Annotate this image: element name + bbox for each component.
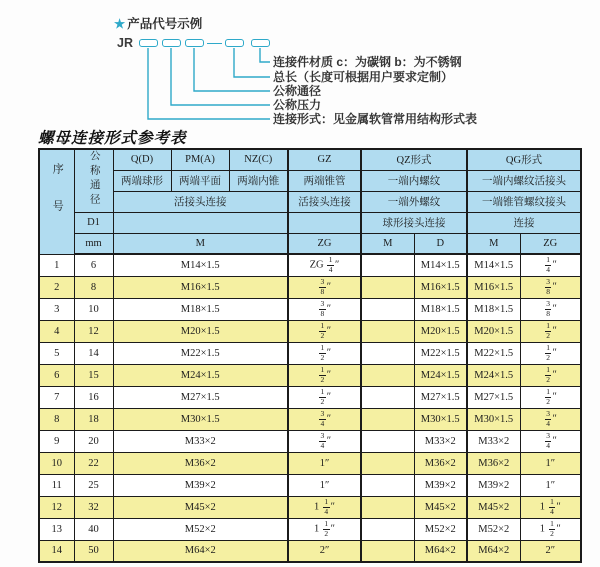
- cell-thread-zg: $\frac{3}{8}$ ″: [288, 298, 361, 320]
- callout-total-length: 总长（长度可根据用户要求定制）: [273, 69, 454, 84]
- cell-thread-m: M22×1.5: [113, 342, 288, 364]
- cell-dn-mm: 32: [74, 496, 113, 518]
- cell-qg-zg: $\frac{1}{2}$ ″: [520, 364, 581, 386]
- cell-seq: 2: [39, 276, 74, 298]
- cell-thread-m: M20×1.5: [113, 320, 288, 342]
- cell-qz-d: M52×2: [414, 518, 467, 540]
- cell-thread-m: M36×2: [113, 452, 288, 474]
- nut-connection-reference-table: [38, 148, 582, 563]
- table-body: [39, 254, 581, 562]
- cell-dn-mm: 25: [74, 474, 113, 496]
- cell-dn-mm: 40: [74, 518, 113, 540]
- header-thread-qz-d: D: [414, 233, 467, 254]
- cell-seq: 7: [39, 386, 74, 408]
- cell-qz-d: M24×1.5: [414, 364, 467, 386]
- table-row: [39, 320, 581, 342]
- callout-connection-type: 连接形式：见金属软管常用结构形式表: [273, 112, 478, 126]
- cell-thread-zg: 1 $\frac{1}{2}$ ″: [288, 518, 361, 540]
- header-group-pma: PM(A): [171, 149, 229, 170]
- table-row: [39, 298, 581, 320]
- cell-qz-m: [361, 474, 414, 496]
- cell-qg-m: M64×2: [467, 540, 520, 562]
- cell-qg-zg: $\frac{1}{2}$ ″: [520, 320, 581, 342]
- table-row: [39, 452, 581, 474]
- cell-qg-zg: $\frac{3}{8}$ ″: [520, 276, 581, 298]
- cell-seq: 14: [39, 540, 74, 562]
- cell-thread-m: M52×2: [113, 518, 288, 540]
- header-unit-mm: mm: [74, 233, 113, 254]
- cell-thread-zg: $\frac{1}{2}$ ″: [288, 386, 361, 408]
- cell-qz-m: [361, 342, 414, 364]
- code-box-2: [162, 39, 181, 47]
- header-blank-left: [113, 212, 288, 233]
- cell-qg-zg: $\frac{1}{4}$ ″: [520, 254, 581, 276]
- cell-qg-zg: 2″: [520, 540, 581, 562]
- cell-thread-zg: $\frac{3}{8}$ ″: [288, 276, 361, 298]
- header-group-qd: Q(D): [113, 149, 171, 170]
- table-row: [39, 496, 581, 518]
- cell-qg-zg: $\frac{1}{2}$ ″: [520, 342, 581, 364]
- cell-qz-m: [361, 386, 414, 408]
- product-code-example-label: 产品代号示例: [127, 17, 203, 31]
- header-conn-union: 活接头连接: [113, 191, 288, 212]
- callout-nominal-pressure: 公称压力: [273, 97, 322, 112]
- header-blank-gz: [288, 212, 361, 233]
- cell-seq: 3: [39, 298, 74, 320]
- header-conn-gz: 活接头连接: [288, 191, 361, 212]
- header-conn-qz: 一端外螺纹: [361, 191, 467, 212]
- cell-qz-d: M27×1.5: [414, 386, 467, 408]
- cell-seq: 12: [39, 496, 74, 518]
- header-ends-qg: 一端内螺纹活接头: [467, 170, 581, 191]
- header-thread-qg-m: M: [467, 233, 520, 254]
- header-ends-pma: 两端平面: [171, 170, 229, 191]
- cell-seq: 8: [39, 408, 74, 430]
- cell-dn-mm: 6: [74, 254, 113, 276]
- header-ends-qd: 两端球形: [113, 170, 171, 191]
- header-group-qz: QZ形式: [361, 149, 467, 170]
- cell-thread-zg: ZG $\frac{1}{4}$ ″: [288, 254, 361, 276]
- cell-qg-zg: $\frac{3}{4}$ ″: [520, 430, 581, 452]
- header-thread-qz-m: M: [361, 233, 414, 254]
- cell-dn-mm: 15: [74, 364, 113, 386]
- cell-qg-m: M52×2: [467, 518, 520, 540]
- cell-qz-d: M64×2: [414, 540, 467, 562]
- cell-qz-m: [361, 276, 414, 298]
- cell-qz-m: [361, 408, 414, 430]
- table-row: [39, 518, 581, 540]
- cell-qz-m: [361, 518, 414, 540]
- cell-dn-mm: 12: [74, 320, 113, 342]
- cell-dn-mm: 16: [74, 386, 113, 408]
- product-code-example-title: [114, 14, 202, 32]
- cell-qz-d: M36×2: [414, 452, 467, 474]
- cell-qz-m: [361, 298, 414, 320]
- cell-seq: 5: [39, 342, 74, 364]
- cell-seq: 10: [39, 452, 74, 474]
- header-group-nzc: NZ(C): [229, 149, 288, 170]
- header-seq: 序号: [39, 149, 74, 254]
- cell-qz-d: M33×2: [414, 430, 467, 452]
- cell-qg-zg: 1 $\frac{1}{4}$ ″: [520, 496, 581, 518]
- cell-qg-m: M20×1.5: [467, 320, 520, 342]
- cell-qg-m: M16×1.5: [467, 276, 520, 298]
- table-row: [39, 474, 581, 496]
- cell-dn-mm: 22: [74, 452, 113, 474]
- code-dash: [207, 43, 222, 45]
- table-row: [39, 540, 581, 562]
- cell-seq: 6: [39, 364, 74, 386]
- table-row: [39, 364, 581, 386]
- header-ends-nzc: 两端内锥: [229, 170, 288, 191]
- code-prefix: JR: [117, 36, 133, 50]
- table-row: [39, 386, 581, 408]
- table-row: [39, 254, 581, 276]
- cell-qg-m: M30×1.5: [467, 408, 520, 430]
- cell-qg-zg: 1 $\frac{1}{2}$ ″: [520, 518, 581, 540]
- cell-qg-m: M14×1.5: [467, 254, 520, 276]
- cell-thread-m: M27×1.5: [113, 386, 288, 408]
- cell-seq: 1: [39, 254, 74, 276]
- code-box-5: [251, 39, 270, 47]
- cell-qg-zg: $\frac{1}{2}$ ″: [520, 386, 581, 408]
- cell-thread-zg: $\frac{3}{4}$ ″: [288, 408, 361, 430]
- cell-qz-d: M14×1.5: [414, 254, 467, 276]
- cell-qg-zg: 1″: [520, 474, 581, 496]
- cell-dn-mm: 20: [74, 430, 113, 452]
- code-box-4: [225, 39, 244, 47]
- cell-dn-mm: 8: [74, 276, 113, 298]
- star-icon: ★: [114, 17, 126, 31]
- cell-thread-zg: 2″: [288, 540, 361, 562]
- cell-thread-m: M64×2: [113, 540, 288, 562]
- header-connection: 连接: [467, 212, 581, 233]
- cell-thread-m: M33×2: [113, 430, 288, 452]
- cell-qz-m: [361, 430, 414, 452]
- table-title: 螺母连接形式参考表: [38, 128, 187, 147]
- cell-thread-zg: 1″: [288, 474, 361, 496]
- table-row: [39, 430, 581, 452]
- cell-thread-zg: $\frac{1}{2}$ ″: [288, 342, 361, 364]
- table-row: [39, 408, 581, 430]
- header-d1: D1: [74, 212, 113, 233]
- cell-qz-d: M16×1.5: [414, 276, 467, 298]
- cell-qg-m: M18×1.5: [467, 298, 520, 320]
- code-box-1: [139, 39, 158, 47]
- cell-seq: 13: [39, 518, 74, 540]
- cell-thread-m: M24×1.5: [113, 364, 288, 386]
- cell-seq: 11: [39, 474, 74, 496]
- header-nominal-diameter: 公称通径: [74, 149, 113, 212]
- cell-qz-m: [361, 540, 414, 562]
- table-row: [39, 342, 581, 364]
- cell-seq: 4: [39, 320, 74, 342]
- callout-nominal-diameter: 公称通径: [273, 83, 322, 98]
- header-group-qg: QG形式: [467, 149, 581, 170]
- header-ends-gz: 两端锥管: [288, 170, 361, 191]
- cell-thread-zg: 1 $\frac{1}{4}$ ″: [288, 496, 361, 518]
- cell-thread-zg: $\frac{1}{2}$ ″: [288, 320, 361, 342]
- table-header: [39, 149, 581, 254]
- header-thread-m-wide: M: [113, 233, 288, 254]
- cell-qg-m: M27×1.5: [467, 386, 520, 408]
- cell-thread-m: M30×1.5: [113, 408, 288, 430]
- cell-qg-m: M33×2: [467, 430, 520, 452]
- cell-qg-zg: 1″: [520, 452, 581, 474]
- cell-qz-m: [361, 254, 414, 276]
- cell-dn-mm: 14: [74, 342, 113, 364]
- cell-dn-mm: 18: [74, 408, 113, 430]
- cell-dn-mm: 10: [74, 298, 113, 320]
- cell-qz-m: [361, 452, 414, 474]
- cell-qg-m: M22×1.5: [467, 342, 520, 364]
- cell-qz-m: [361, 364, 414, 386]
- cell-seq: 9: [39, 430, 74, 452]
- header-thread-qg-zg: ZG: [520, 233, 581, 254]
- cell-qg-m: M24×1.5: [467, 364, 520, 386]
- cell-qz-m: [361, 320, 414, 342]
- cell-thread-m: M14×1.5: [113, 254, 288, 276]
- callout-material: 连接件材质 c：为碳钢 b：为不锈钢: [273, 55, 462, 69]
- cell-thread-zg: $\frac{1}{2}$ ″: [288, 364, 361, 386]
- cell-thread-zg: 1″: [288, 452, 361, 474]
- cell-qz-d: M20×1.5: [414, 320, 467, 342]
- cell-dn-mm: 50: [74, 540, 113, 562]
- cell-qz-d: M18×1.5: [414, 298, 467, 320]
- cell-qg-m: M36×2: [467, 452, 520, 474]
- cell-qg-m: M39×2: [467, 474, 520, 496]
- header-ball-joint-conn: 球形接头连接: [361, 212, 467, 233]
- cell-thread-m: M39×2: [113, 474, 288, 496]
- cell-qz-d: M45×2: [414, 496, 467, 518]
- cell-qz-m: [361, 496, 414, 518]
- cell-thread-m: M16×1.5: [113, 276, 288, 298]
- header-conn-qg: 一端锥管螺纹接头: [467, 191, 581, 212]
- cell-qz-d: M22×1.5: [414, 342, 467, 364]
- code-box-3: [185, 39, 204, 47]
- cell-qz-d: M39×2: [414, 474, 467, 496]
- cell-qg-zg: $\frac{3}{4}$ ″: [520, 408, 581, 430]
- cell-thread-zg: $\frac{3}{4}$ ″: [288, 430, 361, 452]
- header-ends-qz: 一端内螺纹: [361, 170, 467, 191]
- cell-qg-m: M45×2: [467, 496, 520, 518]
- cell-qz-d: M30×1.5: [414, 408, 467, 430]
- header-group-gz: GZ: [288, 149, 361, 170]
- table-row: [39, 276, 581, 298]
- cell-qg-zg: $\frac{3}{8}$ ″: [520, 298, 581, 320]
- cell-thread-m: M45×2: [113, 496, 288, 518]
- cell-thread-m: M18×1.5: [113, 298, 288, 320]
- header-thread-zg: ZG: [288, 233, 361, 254]
